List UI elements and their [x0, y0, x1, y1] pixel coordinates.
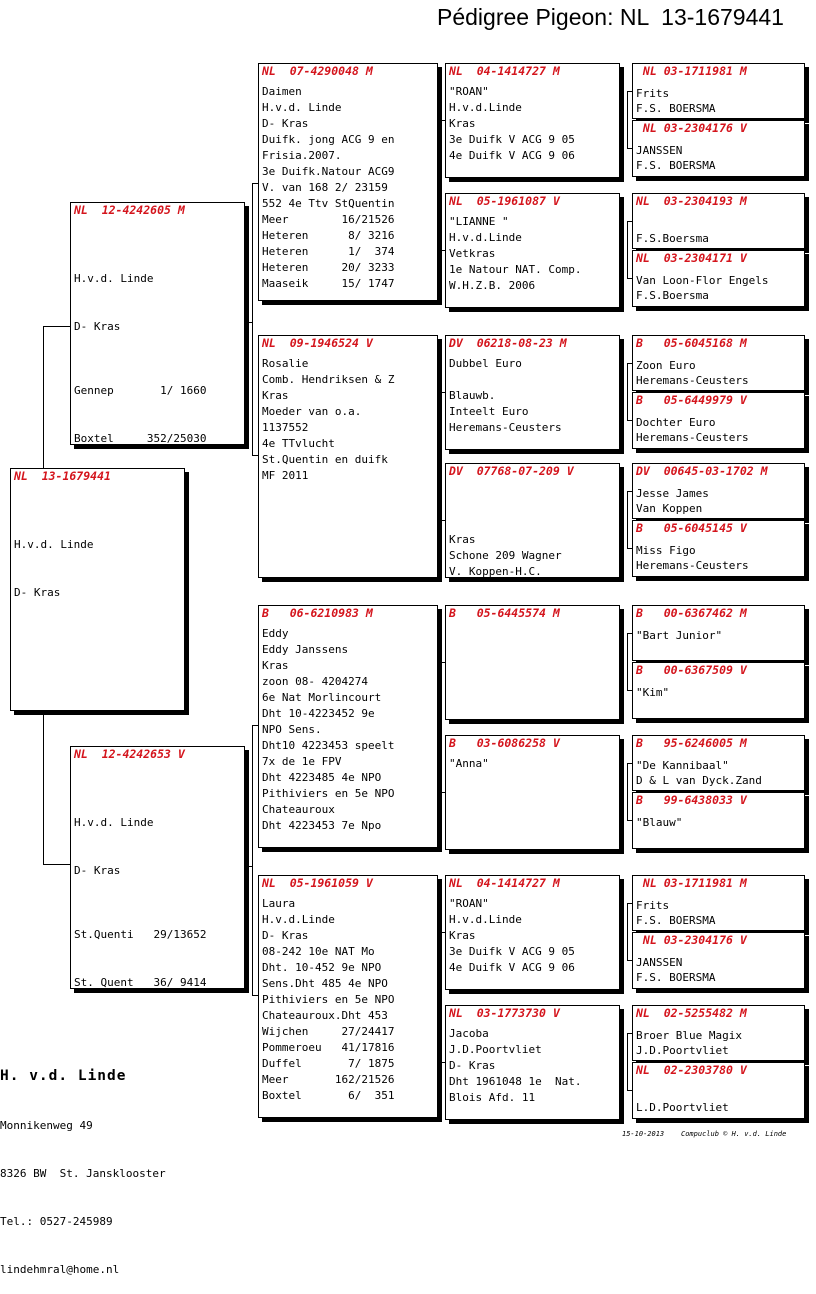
result-line: Gennep 1/ 1660: [74, 384, 207, 397]
pigeon-info-line: Chateauroux.Dht 453: [262, 1009, 388, 1022]
pigeon-info-line: Blois Afd. 11: [449, 1091, 536, 1104]
great-grandparent-card[interactable]: [445, 605, 620, 720]
owner-phone[interactable]: Tel.: 0527-245989: [0, 1215, 113, 1228]
pigeon-info-line: Kras: [449, 929, 476, 942]
pigeon-info-line: "Bart Junior": [636, 629, 723, 642]
pigeon-info-line: Heteren 8/ 3216: [262, 229, 395, 242]
pigeon-info-line: [449, 484, 617, 500]
ancestor-card[interactable]: [632, 392, 805, 449]
pigeon-info-line: Blauwb.: [449, 389, 496, 402]
ring-number: NL 05-1961059 V: [262, 876, 373, 890]
ring-number: NL 05-1961087 V: [449, 194, 560, 208]
pigeon-info-line: Meer 16/21526: [262, 213, 395, 226]
pigeon-info-line: Schone 209 Wagner: [449, 549, 562, 562]
grandparent-card[interactable]: [258, 605, 438, 848]
great-grandparent-card[interactable]: [445, 193, 620, 308]
pigeon-info-line: H.v.d.Linde: [449, 913, 522, 926]
ring-number: NL 07-4290048 M: [262, 64, 373, 78]
pigeon-info-line: F.S. BOERSMA: [636, 159, 716, 172]
connector-line: [441, 392, 442, 520]
pigeon-info-line: Rosalie: [262, 357, 309, 370]
connector-line: [252, 725, 253, 995]
ancestor-card[interactable]: [632, 1062, 805, 1119]
pigeon-info-line: Heremans-Ceusters: [636, 559, 749, 572]
connector-line: [245, 322, 253, 323]
pigeon-info-line: Heremans-Ceusters: [636, 374, 749, 387]
pigeon-info-line: Frisia.2007.: [262, 149, 342, 162]
strain-line: D- Kras: [74, 320, 121, 333]
pigeon-info-line: "ROAN": [449, 897, 489, 910]
pigeon-info-line: 3e Duifk V ACG 9 05: [449, 945, 575, 958]
grandparent-card[interactable]: [258, 335, 438, 578]
pigeon-info-line: Jacoba: [449, 1027, 489, 1040]
ring-number: NL 03-2304193 M: [636, 194, 747, 208]
ring-number: B 05-6449979 V: [636, 393, 747, 407]
ancestor-card[interactable]: [632, 792, 805, 849]
pigeon-info-line: Eddy Janssens: [262, 643, 349, 656]
connector-line: [252, 183, 253, 455]
connector-line: [627, 763, 628, 820]
ancestor-card[interactable]: [632, 193, 805, 249]
pigeon-info-line: Boxtel 6/ 351: [262, 1089, 395, 1102]
ring-number: NL 02-5255482 M: [636, 1006, 747, 1020]
pigeon-info-line: 4e Duifk V ACG 9 06: [449, 961, 575, 974]
breeder-line: H.v.d. Linde: [74, 816, 154, 829]
ancestor-card[interactable]: [632, 1005, 805, 1061]
connector-line: [441, 932, 442, 1062]
footer-credit: 15-10-2013 Compuclub © H. v.d. Linde: [622, 1130, 787, 1138]
pigeon-info-line: F.S.Boersma: [636, 289, 709, 302]
pigeon-info-line: 1137552: [262, 421, 309, 434]
pigeon-info-line: F.S. BOERSMA: [636, 102, 716, 115]
father-card[interactable]: [70, 202, 245, 445]
pigeon-info-line: D & L van Dyck.Zand: [636, 774, 762, 787]
ring-number: NL 03-1711981 M: [636, 64, 747, 78]
pigeon-info-line: D- Kras: [262, 117, 309, 130]
pigeon-info-line: 6e Nat Morlincourt: [262, 691, 382, 704]
pigeon-info-line: [449, 516, 617, 532]
pigeon-info-line: Maaseik 15/ 1747: [262, 277, 395, 290]
ancestor-card[interactable]: [632, 335, 805, 391]
great-grandparent-card[interactable]: [445, 463, 620, 578]
pigeon-info-line: 08-242 10e NAT Mo: [262, 945, 375, 958]
pigeon-info-line: 1e Natour NAT. Comp.: [449, 263, 582, 276]
connector-line: [627, 491, 628, 548]
pigeon-info-line: 3e Duifk.Natour ACG9: [262, 165, 395, 178]
breeder-line: H.v.d. Linde: [74, 272, 154, 285]
pigeon-info-line: Moeder van o.a.: [262, 405, 362, 418]
ring-number: B 00-6367509 V: [636, 663, 747, 677]
pigeon-info-line: [449, 500, 617, 516]
pigeon-info-line: zoon 08- 4204274: [262, 675, 368, 688]
ring-number: DV 06218-08-23 M: [449, 336, 567, 350]
ring-number: NL 04-1414727 M: [449, 64, 560, 78]
pigeon-info-line: F.S. BOERSMA: [636, 914, 716, 927]
ancestor-card[interactable]: [632, 250, 805, 307]
pigeon-info-line: Meer 162/21526: [262, 1073, 395, 1086]
pigeon-info-line: Pithiviers en 5e NPO: [262, 993, 395, 1006]
ancestor-card[interactable]: [632, 520, 805, 577]
connector-line: [43, 864, 70, 865]
pigeon-info-line: Dht. 10-452 9e NPO: [262, 961, 382, 974]
grandparent-card[interactable]: [258, 875, 438, 1118]
pigeon-info-line: Sens.Dht 485 4e NPO: [262, 977, 388, 990]
pigeon-info-line: [636, 1085, 802, 1100]
pigeon-info-line: Zoon Euro: [636, 359, 696, 372]
ring-number: NL 04-1414727 M: [449, 876, 560, 890]
pigeon-info-line: [636, 216, 802, 231]
pigeon-info-line: Eddy: [262, 627, 289, 640]
ring-number: NL 03-2304171 V: [636, 251, 747, 265]
pigeon-info-line: "ROAN": [449, 85, 489, 98]
pigeon-info-line: H.v.d.Linde: [262, 913, 335, 926]
ring-number: B 03-6086258 V: [449, 736, 560, 750]
ancestor-card[interactable]: [632, 932, 805, 989]
pigeon-info-line: H.v.d.Linde: [449, 101, 522, 114]
owner-info: [0, 1034, 166, 1294]
connector-line: [43, 326, 70, 327]
ring-number: NL 12-4242605 M: [74, 203, 185, 217]
pigeon-info-line: 4e TTvlucht: [262, 437, 335, 450]
pigeon-info-line: Frits: [636, 87, 670, 100]
connector-line: [43, 714, 44, 864]
pigeon-info-line: Dochter Euro: [636, 416, 716, 429]
pigeon-info-line: L.D.Poortvliet: [636, 1101, 729, 1114]
pigeon-info-line: Duffel 7/ 1875: [262, 1057, 395, 1070]
pigeon-info-line: Dht 1961048 1e Nat.: [449, 1075, 582, 1088]
pigeon-info-line: Comb. Hendriksen & Z: [262, 373, 395, 386]
pigeon-info-line: Van Koppen: [636, 502, 703, 515]
connector-line: [43, 326, 44, 468]
pigeon-info-line: Inteelt Euro: [449, 405, 529, 418]
pigeon-info-line: 4e Duifk V ACG 9 06: [449, 149, 575, 162]
ancestor-card[interactable]: [632, 662, 805, 719]
pigeon-info-line: Heremans-Ceusters: [449, 421, 562, 434]
pigeon-info-line: D- Kras: [262, 929, 309, 942]
pigeon-info-line: Duifk. jong ACG 9 en: [262, 133, 395, 146]
pigeon-info-line: Dht 10-4223452 9e: [262, 707, 375, 720]
pigeon-info-line: JANSSEN: [636, 956, 683, 969]
strain-line: D- Kras: [74, 864, 121, 877]
result-line: St.Quenti 29/13652: [74, 928, 207, 941]
pigeon-info-line: "Anna": [449, 757, 489, 770]
pigeon-info-line: JANSSEN: [636, 144, 683, 157]
pigeon-info-line: Heteren 20/ 3233: [262, 261, 395, 274]
pigeon-info-line: Van Loon-Flor Engels: [636, 274, 769, 287]
pigeon-info-line: Kras: [262, 659, 289, 672]
ring-number: NL 13-1679441: [14, 469, 111, 483]
pigeon-info-line: Kras: [449, 533, 476, 546]
connector-line: [627, 363, 628, 420]
connector-line: [627, 903, 628, 960]
pigeon-info-line: Dubbel Euro: [449, 357, 522, 370]
pigeon-info-line: Pithiviers en 5e NPO: [262, 787, 395, 800]
pigeon-info-line: Frits: [636, 899, 670, 912]
pigeon-info-line: D- Kras: [449, 1059, 496, 1072]
pigeon-info-line: Kras: [262, 389, 289, 402]
ring-number: B 05-6045145 V: [636, 521, 747, 535]
connector-line: [627, 633, 628, 690]
pigeon-info-line: Heteren 1/ 374: [262, 245, 395, 258]
breeder-line: H.v.d. Linde: [14, 538, 94, 551]
ring-number: NL 03-2304176 V: [636, 121, 747, 135]
connector-line: [441, 662, 442, 792]
great-grandparent-card[interactable]: [445, 335, 620, 450]
ring-number: NL 12-4242653 V: [74, 747, 185, 761]
ring-number: B 05-6045168 M: [636, 336, 747, 350]
pigeon-info-line: Chateauroux: [262, 803, 335, 816]
pigeon-info-line: "LIANNE ": [449, 215, 509, 228]
ancestor-card[interactable]: [632, 463, 805, 519]
pigeon-info-line: V. van 168 2/ 23159: [262, 181, 388, 194]
pigeon-info-line: J.D.Poortvliet: [636, 1044, 729, 1057]
ring-number: NL 03-1711981 M: [636, 876, 747, 890]
ring-number: B 99-6438033 V: [636, 793, 747, 807]
great-grandparent-card[interactable]: [445, 1005, 620, 1120]
ring-number: DV 00645-03-1702 M: [636, 464, 768, 478]
great-grandparent-card[interactable]: [445, 875, 620, 990]
pigeon-info-line: W.H.Z.B. 2006: [449, 279, 536, 292]
great-grandparent-card[interactable]: [445, 735, 620, 850]
pigeon-info-line: Dht10 4223453 speelt: [262, 739, 395, 752]
connector-line: [627, 221, 628, 278]
ring-number: NL 02-2303780 V: [636, 1063, 747, 1077]
pigeon-info-line: F.S.Boersma: [636, 232, 709, 245]
pigeon-info-line: F.S. BOERSMA: [636, 971, 716, 984]
pigeon-info-line: MF 2011: [262, 469, 309, 482]
pigeon-info-line: Heremans-Ceusters: [636, 431, 749, 444]
pigeon-info-line: H.v.d.Linde: [449, 231, 522, 244]
pigeon-info-line: "Kim": [636, 686, 670, 699]
strain-line: D- Kras: [14, 586, 61, 599]
owner-city: 8326 BW St. Jansklooster: [0, 1167, 166, 1180]
ancestor-card[interactable]: [632, 875, 805, 931]
connector-line: [245, 866, 253, 867]
pigeon-info-line: Daimen: [262, 85, 302, 98]
pigeon-info-line: H.v.d. Linde: [262, 101, 342, 114]
connector-line: [627, 1033, 628, 1090]
ring-number: B 06-6210983 M: [262, 606, 373, 620]
owner-name: H. v.d. Linde: [0, 1068, 127, 1084]
mother-card[interactable]: [70, 746, 245, 989]
pigeon-info-line: V. Koppen-H.C.: [449, 565, 542, 578]
pigeon-info-line: Dht 4223485 4e NPO: [262, 771, 382, 784]
owner-email[interactable]: lindehmral@home.nl: [0, 1263, 120, 1276]
connector-line: [627, 91, 628, 148]
connector-line: [441, 120, 442, 250]
pigeon-info-line: Laura: [262, 897, 296, 910]
pigeon-info-line: Broer Blue Magix: [636, 1029, 742, 1042]
ring-number: DV 07768-07-209 V: [449, 464, 574, 478]
ring-number: B 05-6445574 M: [449, 606, 560, 620]
pigeon-info-line: [449, 372, 617, 388]
grandparent-card[interactable]: [258, 63, 438, 301]
ring-number: NL 09-1946524 V: [262, 336, 373, 350]
ring-number: B 95-6246005 M: [636, 736, 747, 750]
ring-number: NL 03-1773730 V: [449, 1006, 560, 1020]
page-title: Pédigree Pigeon: NL 13-1679441: [437, 4, 784, 30]
ancestor-card[interactable]: [632, 63, 805, 119]
pigeon-info-line: NPO Sens.: [262, 723, 322, 736]
result-line: Boxtel 352/25030: [74, 432, 207, 445]
ancestor-card[interactable]: [632, 735, 805, 791]
pigeon-info-line: J.D.Poortvliet: [449, 1043, 542, 1056]
pigeon-info-line: 7x de 1e FPV: [262, 755, 342, 768]
pigeon-info-line: 552 4e Ttv StQuentin: [262, 197, 395, 210]
result-line: St. Quent 36/ 9414: [74, 976, 207, 989]
pigeon-info-line: Dht 4223453 7e Npo: [262, 819, 382, 832]
pigeon-info-line: 3e Duifk V ACG 9 05: [449, 133, 575, 146]
pigeon-info-line: "De Kannibaal": [636, 759, 729, 772]
owner-address: Monnikenweg 49: [0, 1119, 93, 1132]
pigeon-info-line: St.Quentin en duifk: [262, 453, 388, 466]
ancestor-card[interactable]: [632, 605, 805, 661]
ancestor-card[interactable]: [632, 120, 805, 177]
ring-number: B 00-6367462 M: [636, 606, 747, 620]
great-grandparent-card[interactable]: [445, 63, 620, 178]
pigeon-info-line: Miss Figo: [636, 544, 696, 557]
pigeon-info-line: Wijchen 27/24417: [262, 1025, 395, 1038]
pigeon-info-line: Vetkras: [449, 247, 496, 260]
ring-number: NL 03-2304176 V: [636, 933, 747, 947]
pigeon-info-line: Kras: [449, 117, 476, 130]
pigeon-info-line: Jesse James: [636, 487, 709, 500]
subject-card[interactable]: [10, 468, 185, 711]
pigeon-info-line: Pommeroeu 41/17816: [262, 1041, 395, 1054]
pigeon-info-line: "Blauw": [636, 816, 683, 829]
